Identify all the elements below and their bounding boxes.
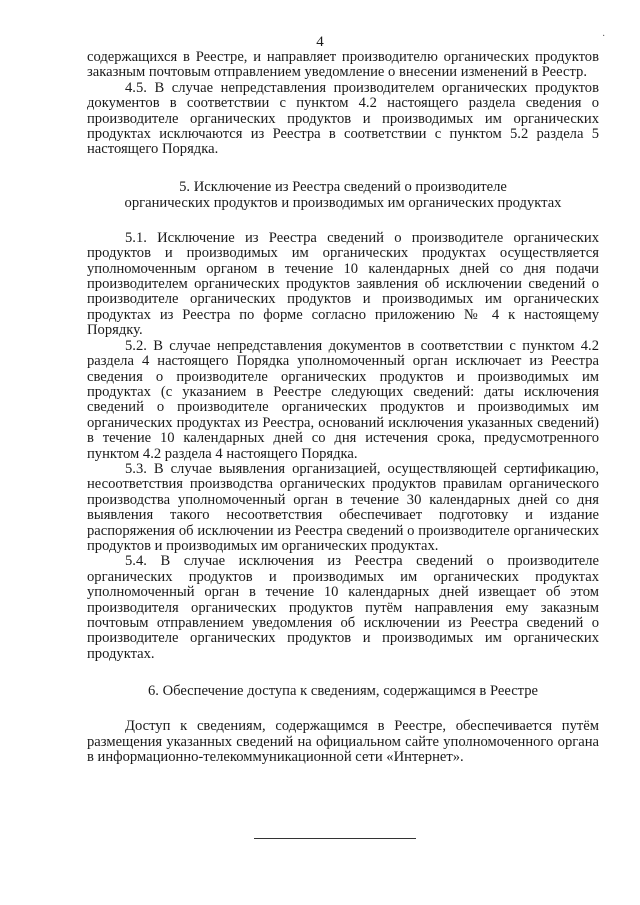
- section-6-heading: [87, 683, 599, 699]
- corner-mark: ·: [602, 31, 606, 42]
- section-5-heading-line-1: 5. Исключение из Реестра сведений о производителе: [179, 178, 507, 195]
- section-5-heading: [87, 179, 599, 211]
- paragraph-5-1: 5.1. Исключение из Реестра сведений о производителе органических продуктов и производимых им органических продуктах осуществляется уполномоченным органом в течение 10 календарных дней со дня подачи производителем органических продуктов заявления об исключении сведений о производителе органических продуктов и производимых им органических продуктах из Реестра по форме согласно приложению № 4 к настоящему Порядку.: [87, 229, 599, 339]
- closing-rule: [254, 838, 416, 839]
- paragraph-5-3: 5.3. В случае выявления организацией, осуществляющей сертификацию, несоответствия производства органических продуктов правилам органического производства уполномоченный орган в течение 30 календарных дней со дня выявления такого несоответствия обеспечивает подготовку и издание распоряжения об исключении из Реестра сведений о производителе органических продуктов и производимых им органических продуктах.: [87, 460, 599, 554]
- paragraph-5-4: 5.4. В случае исключения из Реестра сведений о производителе органических продуктов и производимых им органических продуктах уполномоченный орган в течение 10 календарных дней извещает об этом производителя органических продуктов путём направления ему заказным почтовым отправлением уведомления об исключении из Реестра сведений о производителе органических продуктов и производимых им органических продуктах.: [87, 553, 599, 662]
- paragraph-continuation: содержащихся в Реестре, и направляет производителю органических продуктов заказным почтовым отправлением уведомление о внесении изменений в Реестр.: [87, 49, 599, 81]
- paragraph-4-5: 4.5. В случае непредставления производителем органических продуктов документов в соответствии с пунктом 4.2 настоящего раздела сведения о производителе органических продуктов и производимых им органических продуктах исключаются из Реестра в соответствии с пунктом 5.2 раздела 5 настоящего Порядка.: [87, 79, 599, 158]
- document-body: [87, 50, 599, 765]
- section-6-heading-line: 6. Обеспечение доступа к сведениям, содержащимся в Реестре: [147, 683, 539, 700]
- section-5-heading-line-2: органических продуктов и производимых им органических продуктах: [124, 194, 562, 211]
- paragraph-5-2: 5.2. В случае непредставления документов в соответствии с пунктом 4.2 раздела 4 настоящего Порядка уполномоченный орган исключает из Реестра сведения о производителе органических продуктов и производимых им продуктах (с указанием в Реестре следующих сведений: даты исключения сведений о производителе органических продуктов и производимых им органических продуктах из Реестра, оснований исключения указанных сведений) в течение 10 календарных дней со дня истечения срока, предусмотренного пунктом 4.2 раздела 4 настоящего Порядка.: [87, 337, 599, 462]
- page-number: 4: [316, 34, 324, 50]
- paragraph-6: Доступ к сведениям, содержащимся в Реестре, обеспечивается путём размещения указанных сведений на официальном сайте уполномоченного органа в информационно-телекоммуникационной сети «Интернет».: [87, 718, 599, 766]
